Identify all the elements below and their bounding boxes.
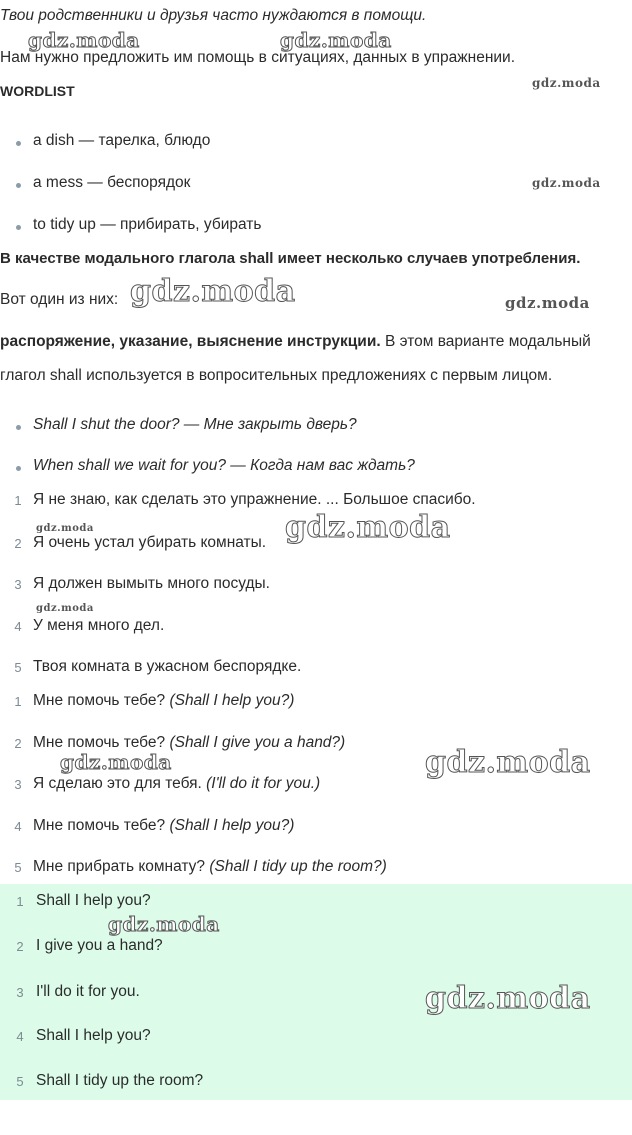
watermark-logo: gdz.moda [285, 510, 451, 545]
bullet-icon [16, 225, 21, 230]
watermark-logo: gdz.moda [36, 603, 94, 614]
list-number: 4 [14, 819, 22, 834]
bullet-icon [16, 183, 21, 188]
watermark-logo: gdz.moda [28, 28, 140, 52]
answer-item: I give you a hand? [36, 937, 163, 954]
example-item: When shall we wait for you? — Когда нам вас ждать? [33, 457, 415, 474]
list-number: 2 [14, 536, 22, 551]
translation-item [33, 858, 387, 876]
list-number: 1 [14, 694, 22, 709]
watermark-logo: gdz.moda [532, 76, 601, 90]
wordlist-item: a dish — тарелка, блюдо [33, 132, 211, 149]
wordlist-item: to tidy up — прибирать, убирать [33, 216, 262, 233]
wordlist-heading: WORDLIST [0, 83, 75, 99]
grammar-bold-line: В качестве модального глагола shall имеет несколько случаев употребления. [0, 250, 581, 267]
situation-item: Я не знаю, как сделать это упражнение. ... Большое спасибо. [33, 491, 476, 508]
translation-en: (Shall I help you?) [169, 692, 295, 709]
situation-item: У меня много дел. [33, 617, 165, 634]
example-item: Shall I shut the door? — Мне закрыть дверь? [33, 416, 357, 433]
translation-ru: Мне помочь тебе? [33, 734, 170, 751]
translation-item [33, 775, 320, 793]
intro-line-1: Твои родственники и друзья часто нуждаются в помощи. [0, 7, 427, 24]
list-number: 5 [16, 1074, 24, 1089]
list-number: 2 [16, 939, 24, 954]
watermark-logo: gdz.moda [280, 28, 392, 52]
grammar-rule-line-1 [0, 333, 591, 351]
translation-item [33, 817, 294, 835]
watermark-logo: gdz.moda [60, 750, 172, 774]
translation-item [33, 692, 294, 710]
list-number: 1 [16, 894, 24, 909]
grammar-rule-rest: В этом варианте модальный [380, 333, 591, 350]
list-number: 3 [14, 577, 22, 592]
wordlist-item: a mess — беспорядок [33, 174, 191, 191]
answer-item: Shall I tidy up the room? [36, 1072, 204, 1089]
bullet-icon [16, 425, 21, 430]
watermark-logo: gdz.moda [130, 274, 296, 309]
list-number: 4 [14, 619, 22, 634]
list-number: 5 [14, 860, 22, 875]
translation-ru: Мне помочь тебе? [33, 817, 170, 834]
translation-en: (I'll do it for you.) [206, 775, 321, 792]
answer-item: Shall I help you? [36, 1027, 151, 1044]
watermark-logo: gdz.moda [505, 294, 590, 312]
bullet-icon [16, 466, 21, 471]
answer-item: I'll do it for you. [36, 983, 140, 1000]
translation-ru: Я сделаю это для тебя. [33, 775, 207, 792]
watermark-logo: gdz.moda [425, 981, 591, 1016]
grammar-rule-bold: распоряжение, указание, выяснение инструкции. [0, 333, 381, 350]
grammar-lead: Вот один из них: [0, 291, 119, 308]
intro-line-2: Нам нужно предложить им помощь в ситуациях, данных в упражнении. [0, 49, 516, 66]
grammar-rule-line-2: глагол shall используется в вопросительных предложениях с первым лицом. [0, 367, 553, 384]
translation-ru: Мне прибрать комнату? [33, 858, 210, 875]
situation-item: Твоя комната в ужасном беспорядке. [33, 658, 302, 675]
list-number: 1 [14, 493, 22, 508]
translation-en: (Shall I tidy up the room?) [209, 858, 387, 875]
bullet-icon [16, 141, 21, 146]
watermark-logo: gdz.moda [532, 176, 601, 190]
answer-item: Shall I help you? [36, 892, 151, 909]
situation-item: Я должен вымыть много посуды. [33, 575, 270, 592]
list-number: 3 [14, 777, 22, 792]
watermark-logo: gdz.moda [108, 912, 220, 936]
list-number: 2 [14, 736, 22, 751]
list-number: 4 [16, 1029, 24, 1044]
watermark-logo: gdz.moda [36, 523, 94, 534]
translation-en: (Shall I help you?) [169, 817, 295, 834]
watermark-logo: gdz.moda [425, 745, 591, 780]
list-number: 5 [14, 660, 22, 675]
list-number: 3 [16, 985, 24, 1000]
situation-item: Я очень устал убирать комнаты. [33, 534, 267, 551]
translation-en: (Shall I give you a hand?) [169, 734, 346, 751]
translation-ru: Мне помочь тебе? [33, 692, 170, 709]
